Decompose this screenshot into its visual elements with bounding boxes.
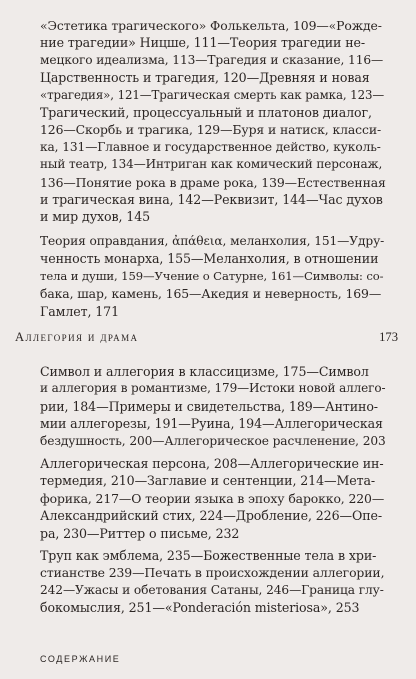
contents-line: 242—Ужасы и обетования Сатаны, 246—Граница глу-	[40, 582, 384, 597]
contents-line: «трагедия», 121—Трагическая смерть как рамка, 123—	[40, 87, 385, 102]
contents-line: бака, шар, камень, 165—Акедия и неверность, 169—	[40, 286, 382, 302]
contents-line: стианстве 239—Печать в происхождении аллегории,	[40, 565, 385, 581]
contents-line: 136—Понятие рока в драме рока, 139—Естественная	[40, 174, 386, 190]
section-page-number: 173	[379, 330, 398, 344]
contents-line: и трагическая вина, 142—Реквизит, 144—Час духов	[40, 192, 383, 208]
contents-line: рии, 184—Примеры и свидетельства, 189—Антино-	[40, 398, 378, 414]
contents-paragraph-3	[40, 363, 386, 450]
contents-line: и мир духов, 145	[40, 209, 151, 225]
contents-paragraph-2	[40, 233, 386, 320]
contents-paragraph-1	[40, 17, 386, 226]
contents-line: бокомыслия, 251—«Ponderación misteriosa», 253	[40, 600, 360, 616]
contents-line: Трагический, процессуальный и платонов диалог,	[40, 105, 372, 121]
contents-line: Теория оправдания, ἀπάθεια, меланхолия, 151—Удру-	[40, 234, 385, 248]
section-heading: Аллегория и драма	[15, 330, 139, 344]
contents-line: ченность монарха, 155—Меланхолия, в отношении	[40, 251, 379, 267]
contents-line: Александрийский стих, 224—Дробление, 226—Опе-	[40, 508, 383, 524]
contents-line: мецкого идеализма, 113—Трагедия и сказание, 116—	[40, 52, 384, 67]
contents-line: ка, 131—Главное и государственное действо, куколь-	[40, 139, 381, 154]
contents-line: тела и души, 159—Учение о Сатурне, 161—Символы: со-	[40, 268, 384, 283]
contents-line: 126—Скорбь и трагика, 129—Буря и натиск, класси-	[40, 122, 382, 138]
contents-line: Аллегорическая персона, 208—Аллегорические ин-	[40, 456, 384, 471]
contents-line: «Эстетика трагического» Фолькельта, 109—«Рожде-	[40, 18, 382, 33]
contents-line: и аллегория в романтизме, 179—Истоки новой аллего-	[40, 381, 386, 396]
contents-line: мии аллегорезы, 191—Руина, 194—Аллегорическая	[40, 416, 383, 432]
contents-paragraph-5	[40, 547, 386, 617]
contents-line: Царственность и трагедия, 120—Древняя и новая	[40, 70, 370, 86]
contents-line: Труп как эмблема, 235—Божественные тела в хри-	[40, 548, 377, 563]
contents-paragraph-4	[40, 455, 386, 542]
running-footer: СОДЕРЖАНИЕ	[40, 654, 121, 664]
contents-line: ние трагедии» Ницше, 111—Теория трагедии не-	[40, 35, 366, 51]
contents-line: Символ и аллегория в классицизме, 175—Символ	[40, 364, 369, 379]
contents-line: форика, 217—О теории языка в эпоху барокко, 220—	[40, 490, 385, 506]
contents-line: ра, 230—Риттер о письме, 232	[40, 525, 240, 541]
contents-line: Гамлет, 171	[40, 303, 120, 319]
contents-line: ный театр, 134—Интриган как комический персонаж,	[40, 157, 383, 172]
contents-line: термедия, 210—Заглавие и сентенции, 214—Мета-	[40, 473, 376, 489]
contents-line: бездушность, 200—Аллегорическое расчленение, 203	[40, 433, 386, 448]
